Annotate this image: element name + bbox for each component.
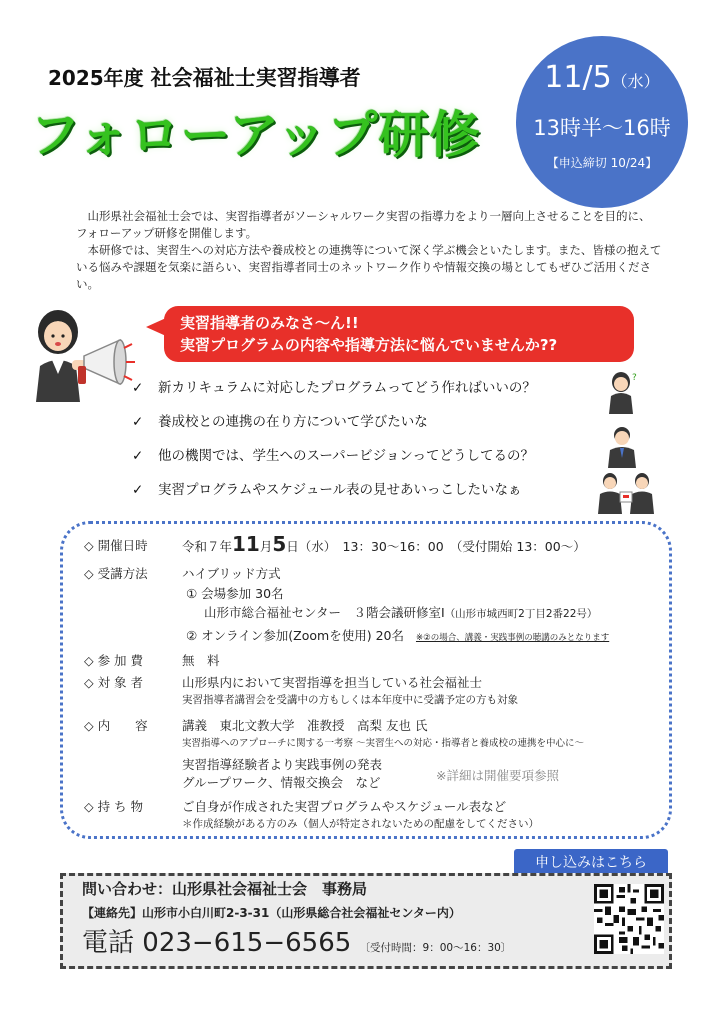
bubble-line-1: 実習指導者のみなさ～ん!!	[180, 314, 359, 332]
date-month-suffix: 月	[259, 539, 273, 554]
venue-place	[204, 603, 597, 621]
title-subtitle	[48, 62, 361, 92]
title-program: 社会福祉士実習指導者	[150, 66, 361, 90]
phone-label: 電話	[82, 928, 135, 958]
megaphone-woman-illustration	[28, 304, 136, 404]
bring-label: ◇ 持 ち 物	[84, 799, 144, 814]
list-item	[132, 478, 522, 498]
contact-phone	[82, 922, 511, 959]
phone-number: 023−615−6565	[142, 928, 352, 958]
list-item	[132, 410, 428, 430]
method-value: ハイブリッド方式	[182, 566, 281, 581]
content-label: ◇ 内 容	[84, 718, 148, 733]
date-day: 5	[272, 532, 287, 556]
event-time: 13時半～16時	[533, 116, 671, 140]
intro-paragraph: 山形県社会福祉士会では、実習指導者がソーシャルワーク実習の指導力をより一層向上させることを目的に、フォローアップ研修を開催します。	[76, 209, 651, 240]
date-value	[182, 532, 586, 556]
fee-label: ◇ 参 加 費	[84, 653, 144, 668]
list-item	[132, 444, 534, 464]
check-text: 養成校との連携の在り方について学びたいな	[158, 414, 428, 430]
page-title: フォローアップ研修	[30, 106, 481, 164]
check-text: 他の機関では、学生へのスーパービジョンってどうしてるの？	[158, 448, 534, 464]
date-badge	[516, 36, 688, 208]
online-note: ※②の場合、講義・実践事例の聴講のみとなります	[415, 633, 610, 643]
bring-note: ＊作成経験がある方のみ（個人が特定されないための配慮をしてください）	[182, 818, 539, 830]
intro-paragraph: 本研修では、実習生への対応方法や養成校との連携等について深く学ぶ機会といたします。また、皆様の抱えている悩みや課題を気楽に語らい、実習指導者同士のネットワーク作りや情報交換の場としてもぜひご活用ください。	[76, 243, 662, 291]
event-weekday: （水）	[611, 72, 660, 91]
event-date: 11/5	[544, 60, 612, 95]
check-icon: ✓	[132, 448, 144, 464]
intro-text	[76, 208, 662, 293]
venue-address: （山形市城西町2丁目2番22号）	[444, 608, 598, 620]
svg-text:?: ?	[632, 373, 637, 383]
businessman-icon	[604, 424, 640, 468]
date-line	[516, 60, 688, 95]
bubble-line-2: 実習プログラムの内容や指導方法に悩んでいませんか??	[180, 336, 558, 354]
bubble-tail	[146, 318, 166, 336]
qr-code-icon[interactable]	[594, 884, 664, 954]
date-time: 日（水） 13：30～16：00 （受付開始 13：00～）	[286, 539, 586, 554]
title-year: 2025年度	[48, 66, 144, 90]
check-text: 新カリキュラムに対応したプログラムってどう作ればいいの？	[158, 380, 536, 396]
date-month: 11	[232, 532, 260, 556]
list-item	[132, 376, 536, 396]
contact-title: 問い合わせ：山形県社会福祉士会 事務局	[82, 880, 368, 898]
meeting-people-icon	[596, 470, 656, 514]
check-icon: ✓	[132, 482, 144, 498]
date-era: 令和７年	[182, 539, 233, 554]
speech-bubble	[164, 306, 634, 362]
bring-value: ご自身が作成された実習プログラムやスケジュール表など	[182, 799, 507, 814]
date-label: ◇ 開催日時	[84, 538, 148, 553]
fee-value: 無 料	[182, 653, 220, 668]
content-note: ※詳細は開催要項参照	[436, 768, 559, 783]
check-icon: ✓	[132, 414, 144, 430]
venue-line: ① 会場参加 30名	[186, 586, 284, 601]
venue-name: 山形市総合福祉センター ３階会議研修室Ⅰ	[204, 605, 445, 620]
check-icon: ✓	[132, 380, 144, 396]
phone-hours: 〔受付時間：9：00～16：30〕	[359, 942, 512, 954]
content-lecture: 講義 東北文教大学 准教授 高梨 友也 氏	[182, 718, 428, 733]
check-text: 実習プログラムやスケジュール表の見せあいっこしたいなぁ	[158, 482, 522, 498]
target-note: 実習指導者講習会を受講中の方もしくは本年度中に受講予定の方も対象	[182, 694, 518, 706]
online-line	[186, 626, 609, 644]
content-group: グループワーク、情報交換会 など	[182, 775, 381, 790]
target-value: 山形県内において実習指導を担当している社会福祉士	[182, 675, 483, 690]
online-text: ② オンライン参加(Zoomを使用) 20名	[186, 628, 404, 643]
deadline-text: 【申込締切 10/24】	[546, 156, 658, 170]
apply-button[interactable]: 申し込みはこちら	[514, 849, 668, 877]
target-label: ◇ 対 象 者	[84, 675, 144, 690]
content-practice: 実習指導経験者より実践事例の発表	[182, 757, 383, 772]
contact-address: 【連絡先】山形市小白川町2-3-31（山形県総合社会福祉センター内）	[82, 906, 461, 920]
content-lecture-sub: 実習指導へのアプローチに関する一考察 ～実習生への対応・指導者と養成校の連携を中心に～	[182, 738, 585, 749]
thinking-woman-icon	[606, 370, 640, 414]
method-label: ◇ 受講方法	[84, 566, 148, 581]
